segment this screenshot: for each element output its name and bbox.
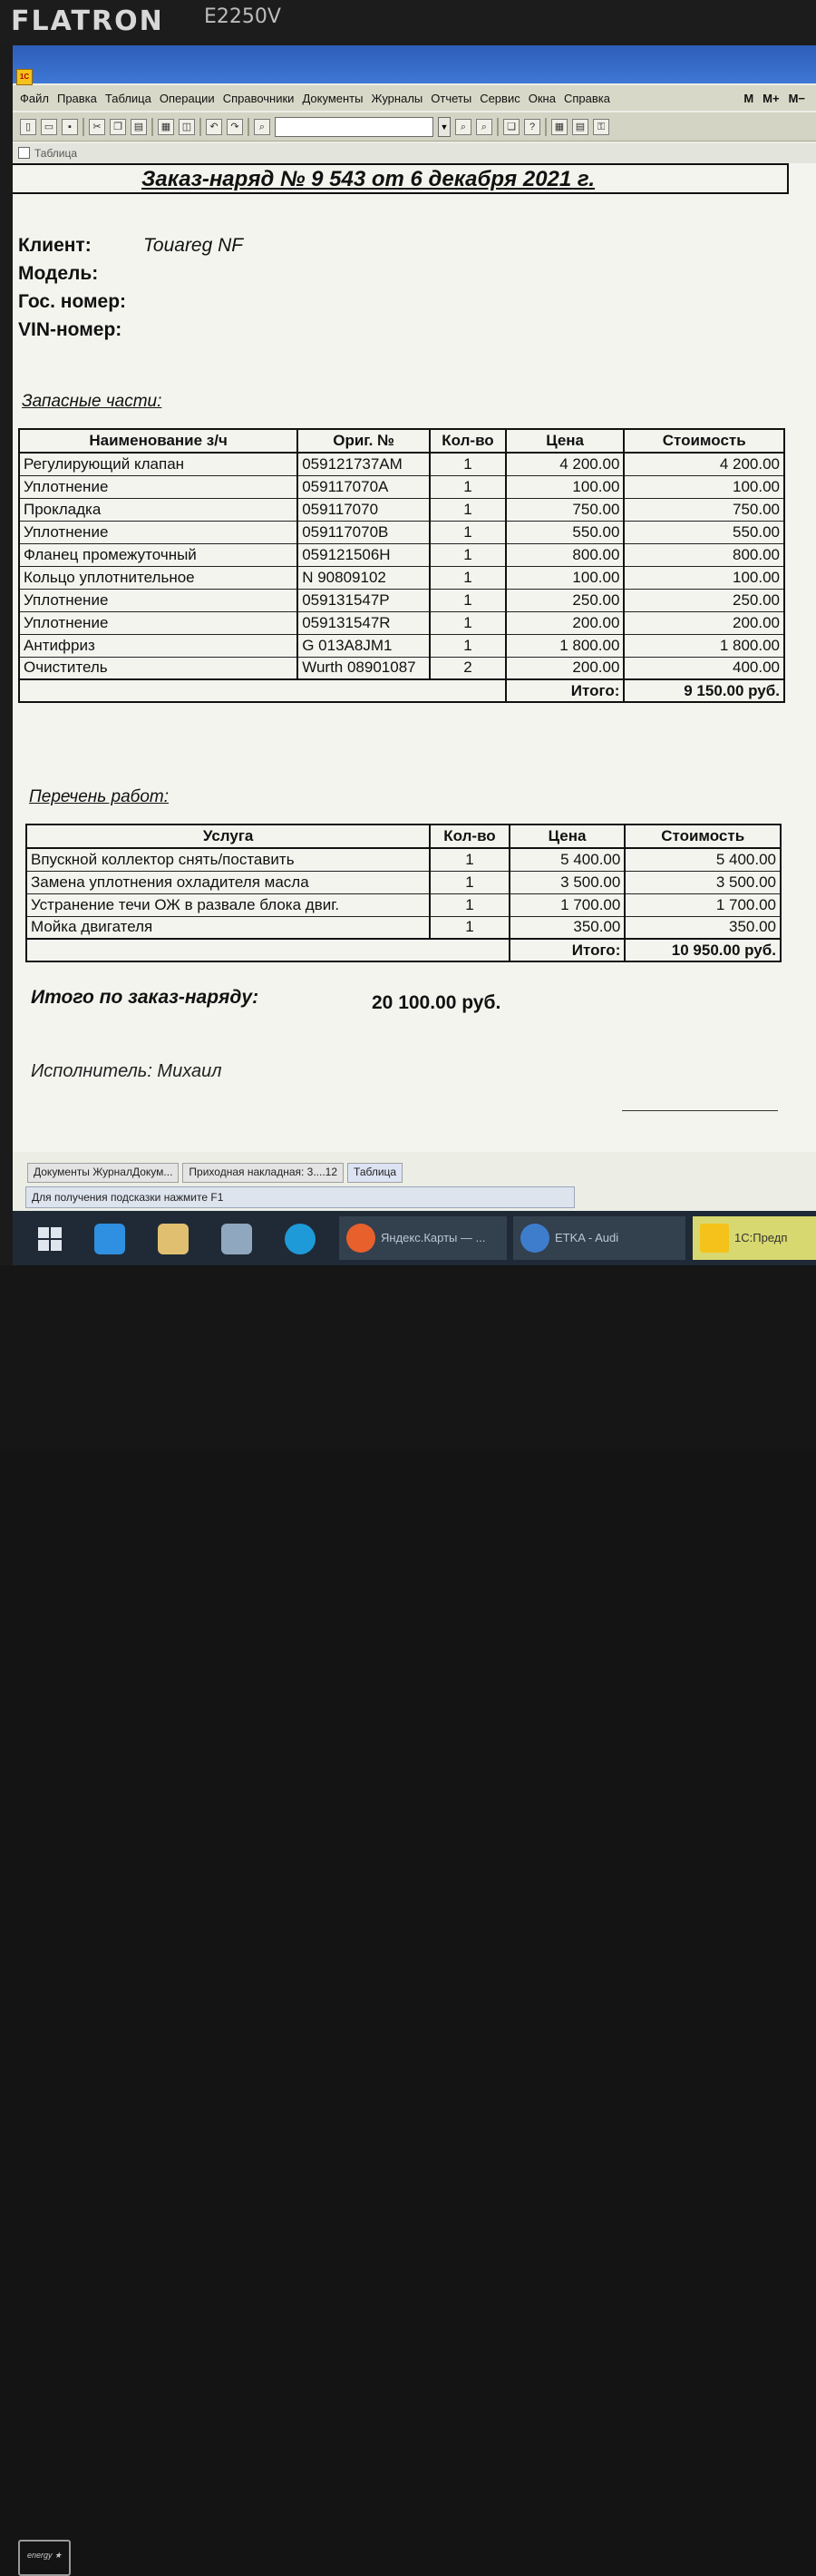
part-cost: 550.00 bbox=[624, 521, 784, 543]
menu-edit[interactable]: Правка bbox=[56, 91, 97, 105]
header-orig-number: Ориг. № bbox=[297, 429, 430, 453]
table-row bbox=[26, 848, 781, 871]
part-price: 200.00 bbox=[506, 657, 625, 679]
header-qty: Кол-во bbox=[430, 825, 510, 848]
toolbar-separator bbox=[151, 118, 153, 136]
copy-icon[interactable]: ❐ bbox=[110, 119, 126, 135]
menu-documents[interactable]: Документы bbox=[302, 91, 364, 105]
header-cost: Стоимость bbox=[624, 429, 784, 453]
part-cost: 1 800.00 bbox=[624, 634, 784, 657]
taskbar-etka-label: ETKA - Audi bbox=[555, 1231, 619, 1244]
monitor-bezel-bottom bbox=[0, 1265, 816, 2560]
works-total-label: Итого: bbox=[510, 939, 626, 961]
menu-operations[interactable]: Операции bbox=[159, 91, 215, 105]
window-title: Таблица bbox=[34, 147, 78, 160]
work-cost: 3 500.00 bbox=[625, 871, 781, 893]
model-label: Модель: bbox=[18, 263, 99, 284]
windows-taskbar bbox=[13, 1211, 816, 1265]
part-qty: 2 bbox=[430, 657, 506, 679]
executor: Исполнитель: Михаил bbox=[31, 1061, 222, 1081]
part-code: N 90809102 bbox=[297, 566, 430, 589]
part-code: 059117070A bbox=[297, 475, 430, 498]
part-qty: 1 bbox=[430, 566, 506, 589]
help-icon[interactable]: ? bbox=[524, 119, 540, 135]
works-section-title: Перечень работ: bbox=[29, 787, 170, 806]
windows-icon[interactable]: ❏ bbox=[503, 119, 520, 135]
key-icon[interactable]: ⚿ bbox=[593, 119, 609, 135]
header-qty: Кол-во bbox=[430, 429, 506, 453]
part-name: Антифриз bbox=[19, 634, 297, 657]
taskbar-1c[interactable] bbox=[693, 1216, 816, 1260]
part-cost: 250.00 bbox=[624, 589, 784, 611]
part-cost: 200.00 bbox=[624, 611, 784, 634]
file-explorer-icon[interactable] bbox=[158, 1224, 189, 1254]
taskbar-yandex-label: Яндекс.Карты — ... bbox=[381, 1231, 486, 1244]
part-cost: 4 200.00 bbox=[624, 453, 784, 475]
toolbar bbox=[13, 112, 816, 141]
part-name: Уплотнение bbox=[19, 475, 297, 498]
memory-mminus-button[interactable]: M− bbox=[788, 91, 805, 105]
menu-bar bbox=[13, 85, 816, 111]
work-cost: 350.00 bbox=[625, 916, 781, 939]
monitor-model: E2250V bbox=[204, 5, 281, 28]
monitor-bezel-left bbox=[0, 45, 13, 1270]
works-total-row bbox=[26, 939, 781, 961]
table-row bbox=[19, 634, 784, 657]
status-bar: Для получения подсказки нажмите F1 bbox=[25, 1186, 575, 1208]
grand-total-value: 20 100.00 руб. bbox=[372, 992, 501, 1013]
part-price: 100.00 bbox=[506, 566, 625, 589]
work-name: Впускной коллектор снять/поставить bbox=[26, 848, 430, 871]
menu-table[interactable]: Таблица bbox=[104, 91, 151, 105]
firefox-icon bbox=[346, 1224, 375, 1253]
calendar-icon[interactable]: ▦ bbox=[551, 119, 568, 135]
tab-documents-journal[interactable]: Документы ЖурналДокум... bbox=[27, 1163, 179, 1183]
grand-total-label: Итого по заказ-наряду: bbox=[31, 987, 259, 1008]
find-prev-icon[interactable]: ⌕ bbox=[476, 119, 492, 135]
works-total-spacer bbox=[26, 939, 510, 961]
app-titlebar bbox=[13, 45, 816, 83]
part-price: 200.00 bbox=[506, 611, 625, 634]
part-code: 059117070B bbox=[297, 521, 430, 543]
memory-mplus-button[interactable]: M+ bbox=[763, 91, 780, 105]
work-price: 350.00 bbox=[510, 916, 626, 939]
part-code: 059121737AM bbox=[297, 453, 430, 475]
part-qty: 1 bbox=[430, 611, 506, 634]
work-cost: 1 700.00 bbox=[625, 893, 781, 916]
open-folder-icon[interactable]: ▭ bbox=[41, 119, 57, 135]
table-icon bbox=[18, 147, 30, 159]
part-code: 059117070 bbox=[297, 498, 430, 521]
work-name: Устранение течи ОЖ в развале блока двиг. bbox=[26, 893, 430, 916]
cut-icon[interactable]: ✂ bbox=[89, 119, 105, 135]
part-code: 059131547R bbox=[297, 611, 430, 634]
part-cost: 400.00 bbox=[624, 657, 784, 679]
1c-icon bbox=[700, 1224, 729, 1253]
menu-file[interactable]: Файл bbox=[20, 91, 49, 105]
part-name: Кольцо уплотнительное bbox=[19, 566, 297, 589]
memory-buttons bbox=[743, 92, 816, 105]
table-row bbox=[19, 543, 784, 566]
part-price: 4 200.00 bbox=[506, 453, 625, 475]
toolbar-separator bbox=[83, 118, 84, 136]
table-row bbox=[19, 498, 784, 521]
save-icon[interactable]: ▪ bbox=[62, 119, 78, 135]
monitor-bezel-top bbox=[0, 0, 816, 45]
work-cost: 5 400.00 bbox=[625, 848, 781, 871]
table-row bbox=[26, 916, 781, 939]
document-area bbox=[13, 163, 816, 1152]
parts-total-row bbox=[19, 679, 784, 702]
parts-total-spacer bbox=[19, 679, 506, 702]
chevron-down-icon[interactable]: ▼ bbox=[438, 117, 451, 137]
part-qty: 1 bbox=[430, 498, 506, 521]
undo-icon[interactable]: ↶ bbox=[206, 119, 222, 135]
menu-reports[interactable]: Отчеты bbox=[431, 91, 472, 105]
parts-total-value: 9 150.00 руб. bbox=[624, 679, 784, 702]
work-name: Замена уплотнения охладителя масла bbox=[26, 871, 430, 893]
part-price: 1 800.00 bbox=[506, 634, 625, 657]
work-price: 1 700.00 bbox=[510, 893, 626, 916]
parts-total-label: Итого: bbox=[506, 679, 625, 702]
works-total-value: 10 950.00 руб. bbox=[625, 939, 781, 961]
work-qty: 1 bbox=[430, 916, 510, 939]
part-name: Прокладка bbox=[19, 498, 297, 521]
client-label: Клиент: bbox=[18, 235, 92, 256]
menu-references[interactable]: Справочники bbox=[222, 91, 295, 105]
calculator-app-icon[interactable] bbox=[221, 1224, 252, 1254]
edge-browser-icon[interactable] bbox=[285, 1224, 316, 1254]
part-code: Wurth 08901087 bbox=[297, 657, 430, 679]
part-price: 250.00 bbox=[506, 589, 625, 611]
1c-app-icon: 1С bbox=[16, 69, 33, 85]
tab-table[interactable]: Таблица bbox=[347, 1163, 403, 1183]
part-cost: 100.00 bbox=[624, 475, 784, 498]
parts-header-row bbox=[19, 429, 784, 453]
part-code: 059121506H bbox=[297, 543, 430, 566]
energy-star-logo: energy ★ bbox=[18, 2540, 71, 2576]
work-qty: 1 bbox=[430, 893, 510, 916]
table-row bbox=[26, 871, 781, 893]
toolbar-separator bbox=[248, 118, 249, 136]
client-value: Touareg NF bbox=[143, 235, 244, 256]
parts-table bbox=[18, 428, 785, 703]
window-tabs bbox=[27, 1163, 589, 1183]
taskbar-etka[interactable] bbox=[513, 1216, 685, 1260]
search-input[interactable] bbox=[275, 117, 433, 137]
print-icon[interactable]: ▦ bbox=[158, 119, 174, 135]
paste-icon[interactable]: ▤ bbox=[131, 119, 147, 135]
part-qty: 1 bbox=[430, 475, 506, 498]
part-name: Уплотнение bbox=[19, 589, 297, 611]
menu-windows[interactable]: Окна bbox=[528, 91, 556, 105]
part-price: 800.00 bbox=[506, 543, 625, 566]
part-name: Фланец промежуточный bbox=[19, 543, 297, 566]
signature-line bbox=[622, 1110, 778, 1111]
toolbar-separator bbox=[497, 118, 499, 136]
part-price: 550.00 bbox=[506, 521, 625, 543]
work-price: 5 400.00 bbox=[510, 848, 626, 871]
window-header bbox=[13, 143, 816, 163]
taskbar-1c-label: 1С:Предп bbox=[734, 1231, 788, 1244]
part-cost: 750.00 bbox=[624, 498, 784, 521]
part-cost: 100.00 bbox=[624, 566, 784, 589]
table-row bbox=[26, 893, 781, 916]
preview-icon[interactable]: ◫ bbox=[179, 119, 195, 135]
table-row bbox=[19, 521, 784, 543]
toolbar-separator bbox=[199, 118, 201, 136]
table-row bbox=[19, 453, 784, 475]
part-name: Уплотнение bbox=[19, 521, 297, 543]
toolbar-separator bbox=[545, 118, 547, 136]
part-name: Уплотнение bbox=[19, 611, 297, 634]
header-price: Цена bbox=[510, 825, 626, 848]
header-cost: Стоимость bbox=[625, 825, 781, 848]
find-next-icon[interactable]: ⌕ bbox=[455, 119, 471, 135]
table-row bbox=[19, 657, 784, 679]
redo-icon[interactable]: ↷ bbox=[227, 119, 243, 135]
part-price: 750.00 bbox=[506, 498, 625, 521]
work-name: Мойка двигателя bbox=[26, 916, 430, 939]
windows-start-icon[interactable] bbox=[38, 1227, 62, 1251]
menu-help[interactable]: Справка bbox=[563, 91, 610, 105]
parts-section-title: Запасные части: bbox=[22, 392, 162, 411]
header-price: Цена bbox=[506, 429, 625, 453]
work-price: 3 500.00 bbox=[510, 871, 626, 893]
part-cost: 800.00 bbox=[624, 543, 784, 566]
table-row bbox=[19, 589, 784, 611]
work-qty: 1 bbox=[430, 871, 510, 893]
screen bbox=[13, 45, 816, 1265]
works-header-row bbox=[26, 825, 781, 848]
tab-incoming-invoice[interactable]: Приходная накладная: 3....12 bbox=[182, 1163, 344, 1183]
table-row bbox=[19, 566, 784, 589]
part-qty: 1 bbox=[430, 543, 506, 566]
table-row bbox=[19, 475, 784, 498]
document-title: Заказ-наряд № 9 543 от 6 декабря 2021 г. bbox=[141, 167, 596, 191]
work-qty: 1 bbox=[430, 848, 510, 871]
part-price: 100.00 bbox=[506, 475, 625, 498]
title-box bbox=[13, 163, 789, 194]
plate-label: Гос. номер: bbox=[18, 291, 127, 312]
etka-icon bbox=[520, 1224, 549, 1253]
monitor-brand: FLATRON bbox=[11, 5, 164, 37]
ie-browser-icon[interactable] bbox=[94, 1224, 125, 1254]
vin-label: VIN-номер: bbox=[18, 319, 122, 340]
part-name: Очиститель bbox=[19, 657, 297, 679]
part-qty: 1 bbox=[430, 453, 506, 475]
header-service: Услуга bbox=[26, 825, 430, 848]
part-qty: 1 bbox=[430, 634, 506, 657]
table-row bbox=[19, 611, 784, 634]
part-code: 059131547P bbox=[297, 589, 430, 611]
header-part-name: Наименование з/ч bbox=[19, 429, 297, 453]
menu-service[interactable]: Сервис bbox=[480, 91, 520, 105]
find-icon[interactable]: ⌕ bbox=[254, 119, 270, 135]
part-name: Регулирующий клапан bbox=[19, 453, 297, 475]
part-code: G 013A8JM1 bbox=[297, 634, 430, 657]
menu-journals[interactable]: Журналы bbox=[371, 91, 423, 105]
taskbar-yandex-maps[interactable] bbox=[339, 1216, 507, 1260]
calculator-icon[interactable]: ▤ bbox=[572, 119, 588, 135]
new-document-icon[interactable]: ▯ bbox=[20, 119, 36, 135]
part-qty: 1 bbox=[430, 521, 506, 543]
memory-m-button[interactable]: M bbox=[743, 91, 754, 105]
part-qty: 1 bbox=[430, 589, 506, 611]
works-table bbox=[25, 824, 782, 962]
